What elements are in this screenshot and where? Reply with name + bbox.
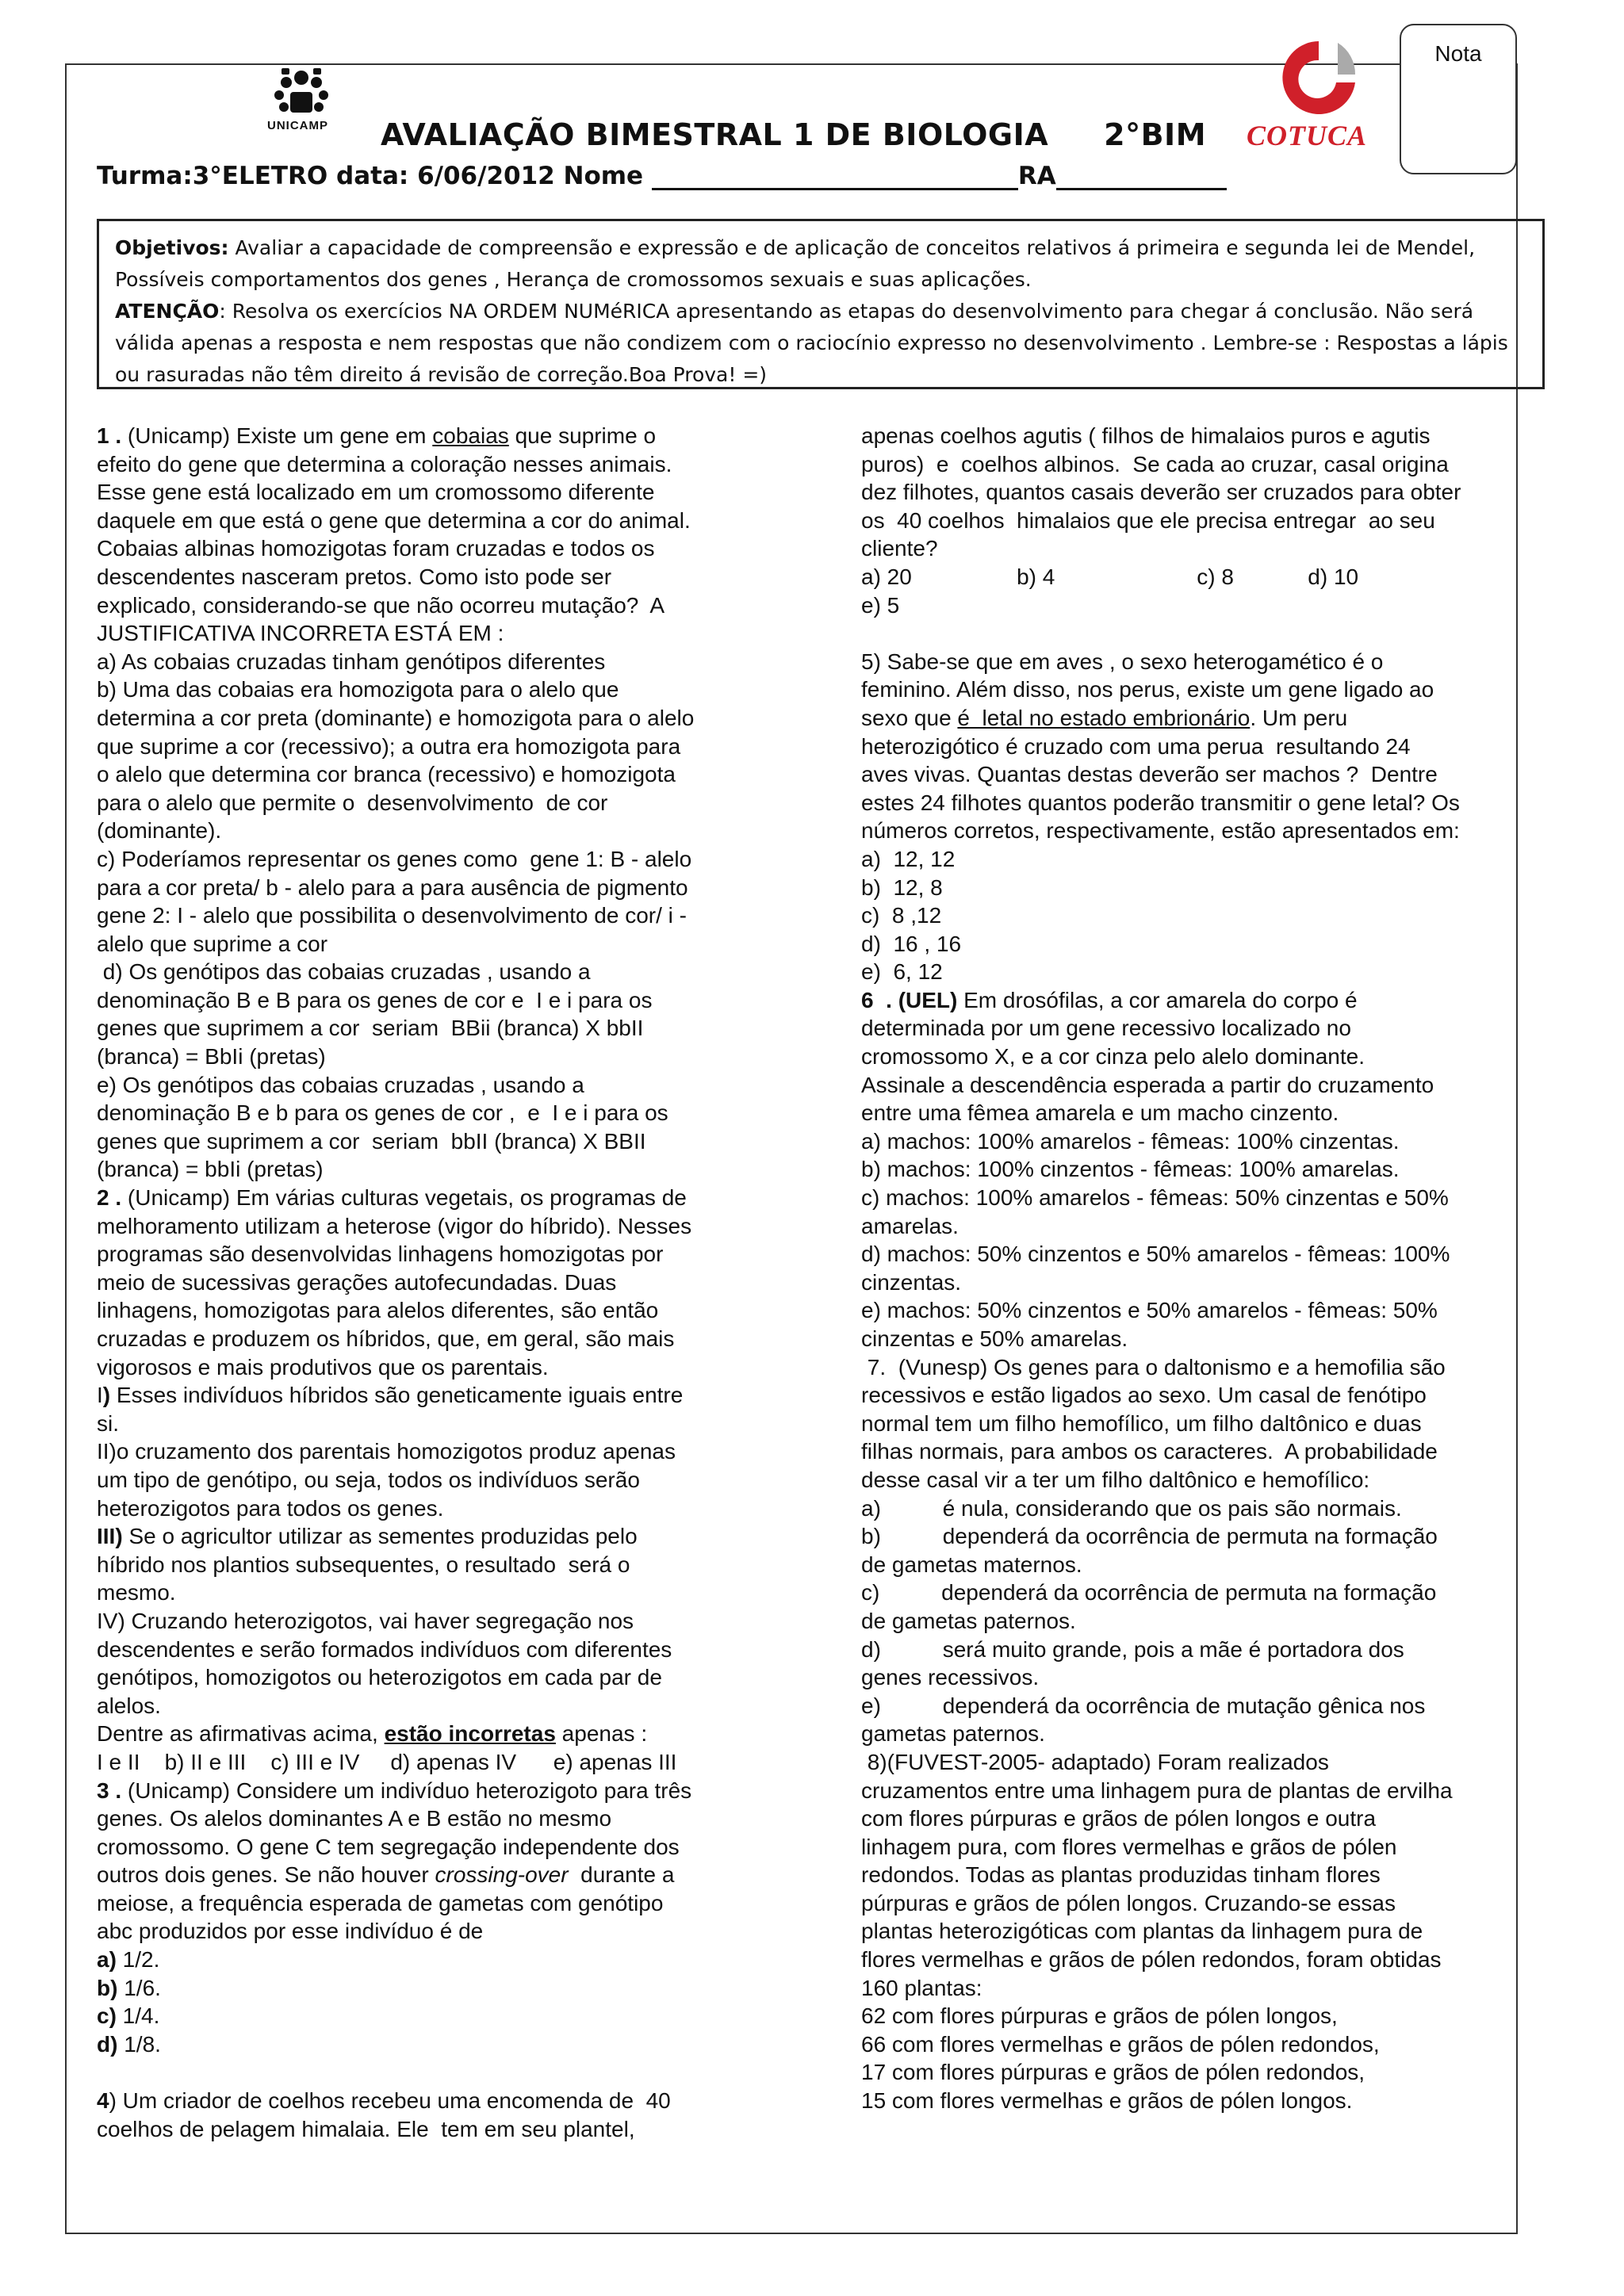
question-3-body-2	[97, 1889, 779, 1946]
text-line: descendentes e serão formados indivíduos com diferentes	[97, 1636, 672, 1662]
bimester-label: 2°BIM	[1104, 117, 1207, 152]
option-value: 1/2.	[116, 1947, 160, 1973]
answer-option	[97, 2002, 779, 2030]
question-number: 1 .	[97, 423, 122, 448]
text-line: mesmo.	[97, 1580, 176, 1605]
text-line: 160 plantas:	[861, 1975, 982, 2000]
grade-label: Nota	[1434, 41, 1482, 66]
text-line: feminino. Além disso, nos perus, existe um gene ligado ao	[861, 677, 1434, 702]
italic-term: crossing-over	[435, 1862, 569, 1888]
text-line: b) Uma das cobaias era homozigota para o alelo que	[97, 677, 619, 702]
text-line: gametas paternos.	[861, 1721, 1045, 1747]
text-line: recessivos e estão ligados ao sexo. Um casal de fenótipo	[861, 1383, 1427, 1408]
question-text: durante a	[568, 1862, 675, 1888]
text-line: b) dependerá da ocorrência de permuta na formação	[861, 1524, 1438, 1549]
text-line: determina a cor preta (dominante) e homozigota para o alelo	[97, 705, 695, 730]
text-line: c) machos: 100% amarelos - fêmeas: 50% cinzentas e 50%	[861, 1185, 1449, 1211]
question-2-body	[97, 1212, 779, 1382]
text-line: Esse gene está localizado em um cromossomo diferente	[97, 480, 655, 505]
class-date-name-label: Turma:3°ELETRO data: 6/06/2012 Nome	[97, 162, 644, 190]
question-1-body	[97, 450, 779, 1184]
text-line: genes que suprimem a cor seriam BBii (branca) X bbII	[97, 1016, 644, 1041]
text-line: linhagem pura, com flores vermelhas e grãos de pólen	[861, 1834, 1397, 1859]
text-line: b) machos: 100% cinzentos - fêmeas: 100% amarelas.	[861, 1157, 1400, 1182]
text-line: a) 12, 12	[861, 846, 956, 871]
text-line: cinzentas e 50% amarelas.	[861, 1326, 1128, 1351]
text-line: amarelas.	[861, 1213, 959, 1238]
ra-label: RA	[1017, 162, 1056, 190]
text-line: 5) Sabe-se que em aves , o sexo heterogamético é o	[861, 649, 1384, 674]
objectives-text-2: Possíveis comportamentos dos genes , Herança de cromossomos sexuais e suas aplicações.	[115, 268, 1032, 291]
text-line: b) 12, 8	[861, 874, 943, 900]
text-line: efeito do gene que determina a coloração nesses animais.	[97, 451, 672, 476]
ra-field[interactable]	[1056, 166, 1227, 190]
question-2-line	[97, 1184, 779, 1212]
text-line: 17 com flores púrpuras e grãos de pólen redondos,	[861, 2060, 1365, 2085]
text-line: linhagens, homozigotas para alelos diferentes, são então	[97, 1298, 659, 1323]
question-2-prompt	[97, 1720, 779, 1748]
text-line: abc produzidos por esse indivíduo é de	[97, 1919, 484, 1944]
option-letter: a)	[97, 1947, 117, 1973]
attention-text-3: ou rasuradas não têm direito á revisão de correção.Boa Prova! =)	[115, 363, 768, 386]
text-line: descendentes nasceram pretos. Como isto pode ser	[97, 564, 612, 589]
text-line: Assinale a descendência esperada a partir do cruzamento	[861, 1072, 1434, 1097]
exam-title: AVALIAÇÃO BIMESTRAL 1 DE BIOLOGIA	[381, 117, 1049, 152]
question-4-5-body	[861, 422, 1523, 704]
text-line: determinada por um gene recessivo localizado no	[861, 1016, 1351, 1041]
objectives-label: Objetivos:	[115, 236, 229, 259]
text-line: desse casal vir a ter um filho daltônico e hemofílico:	[861, 1467, 1370, 1492]
text-line: daquele em que está o gene que determina a cor do animal.	[97, 507, 691, 533]
text-line: 8)(FUVEST-2005- adaptado) Foram realizados	[861, 1749, 1329, 1774]
question-text: (Unicamp) Existe um gene em	[121, 423, 433, 448]
answer-option	[97, 2030, 779, 2059]
answer-option	[97, 1974, 779, 2003]
text-line: cruzadas e produzem os híbridos, que, em geral, são mais	[97, 1326, 675, 1351]
name-field[interactable]	[652, 166, 1018, 190]
text-line: que suprime a cor (recessivo); a outra era homozigota para	[97, 733, 681, 759]
question-3-body	[97, 1804, 779, 1861]
text-line: púrpuras e grãos de pólen longos. Cruzando-se essas	[861, 1890, 1396, 1915]
statement-ii-body	[97, 1410, 779, 1522]
text-line: (branca) = bbIi (pretas)	[97, 1157, 324, 1182]
text-line: entre uma fêmea amarela e um macho cinzento.	[861, 1100, 1339, 1126]
text-line: a) machos: 100% amarelos - fêmeas: 100% cinzentas.	[861, 1128, 1400, 1154]
prompt-text: apenas :	[555, 1721, 648, 1747]
text-line: cromossomo. O gene C tem segregação independente dos	[97, 1834, 680, 1859]
option-value: 1/6.	[117, 1975, 161, 2000]
text-line: de gametas maternos.	[861, 1552, 1082, 1577]
statement-numeral: )	[102, 1383, 111, 1408]
text-line: e) 5	[861, 592, 900, 618]
text-line: filhas normais, para ambos os caracteres. A probabilidade	[861, 1439, 1438, 1464]
statement-numeral: I	[97, 1383, 103, 1408]
question-text: que suprime o	[508, 423, 657, 448]
text-line: gene 2: I - alelo que possibilita o desenvolvimento de cor/ i -	[97, 903, 687, 928]
text-line: genes. Os alelos dominantes A e B estão no mesmo	[97, 1806, 612, 1831]
text-line: meiose, a frequência esperada de gametas com genótipo	[97, 1890, 664, 1915]
text-line: o alelo que determina cor branca (recessivo) e homozigota	[97, 762, 676, 787]
statement-text: Se o agricultor utilizar as sementes produzidas pelo	[122, 1524, 638, 1549]
text-line: (dominante).	[97, 818, 222, 844]
text-line: cruzamentos entre uma linhagem pura de plantas de ervilha	[861, 1777, 1453, 1803]
text-line: alelo que suprime a cor	[97, 931, 328, 956]
attention-text-2: válida apenas a resposta e nem respostas que não condizem com o raciocínio expresso no desenvolvimento . Lembre-se : Respostas a lápis	[115, 331, 1508, 354]
text-line: os 40 coelhos himalaios que ele precisa entregar ao seu	[861, 507, 1435, 533]
statement-numeral: III)	[97, 1524, 123, 1549]
question-number: 6 . (UEL)	[861, 987, 958, 1012]
text-line	[861, 619, 1523, 648]
question-number: 4	[97, 2088, 109, 2114]
text-line: híbrido nos plantios subsequentes, o resultado será o	[97, 1552, 630, 1577]
text-line: e) machos: 50% cinzentos e 50% amarelos - fêmeas: 50%	[861, 1298, 1438, 1323]
text-line: denominação B e b para os genes de cor , e I e i para os	[97, 1100, 668, 1126]
question-2-options: I e II b) II e III c) III e IV d) apenas IV e) apenas III	[97, 1749, 677, 1774]
question-4-line	[97, 2087, 779, 2115]
text-line: puros) e coelhos albinos. Se cada ao cruzar, casal origina	[861, 451, 1449, 476]
text-line: programas são desenvolvidas linhagens homozigotas por	[97, 1242, 664, 1267]
text-line: (branca) = BbIi (pretas)	[97, 1044, 326, 1070]
question-5-body	[861, 733, 1523, 986]
statement-i	[97, 1381, 779, 1410]
text-line: e) dependerá da ocorrência de mutação gênica nos	[861, 1693, 1426, 1718]
text-line: aves vivas. Quantas destas deverão ser machos ? Dentre	[861, 762, 1438, 787]
text-line: d) 16 , 16	[861, 931, 962, 956]
question-number: 3 .	[97, 1777, 122, 1803]
question-text: . Um peru	[1250, 705, 1348, 730]
text-line: 7. (Vunesp) Os genes para o daltonismo e a hemofilia são	[861, 1354, 1446, 1380]
unicamp-logo-text: UNICAMP	[267, 119, 328, 132]
text-line: normal tem um filho hemofílico, um filho daltônico e duas	[861, 1410, 1422, 1436]
answer-option	[97, 1946, 779, 1974]
objectives-text: Avaliar a capacidade de compreensão e expressão e de aplicação de conceitos relativos á primeira e segunda lei de Mendel,	[228, 236, 1476, 259]
text-line: d) será muito grande, pois a mãe é portadora dos	[861, 1636, 1404, 1662]
blank-line	[97, 2058, 779, 2087]
text-line: cromossomo X, e a cor cinza pelo alelo dominante.	[861, 1044, 1365, 1070]
text-line: flores vermelhas e grãos de pólen redondos, foram obtidas	[861, 1947, 1442, 1973]
option-letter: d)	[97, 2031, 118, 2057]
text-line: redondos. Todas as plantas produzidas tinham flores	[861, 1862, 1381, 1888]
question-text: (Unicamp) Considere um indivíduo heterozigoto para três	[121, 1777, 692, 1803]
page-title	[381, 117, 1206, 152]
question-6-8-body	[861, 1014, 1523, 2114]
prompt-text: Dentre as afirmativas acima,	[97, 1721, 385, 1747]
text-line: 66 com flores vermelhas e grãos de pólen redondos,	[861, 2031, 1380, 2057]
text-line: a) 20 b) 4 c) 8 d) 10	[861, 564, 1359, 589]
question-6-line	[861, 986, 1523, 1015]
text-line: vigorosos e mais produtivos que os parentais.	[97, 1354, 549, 1380]
question-1-line	[97, 422, 779, 450]
attention-label: ATENÇÃO	[115, 300, 220, 323]
question-3-line	[97, 1777, 779, 1805]
underlined-text: é letal no estado embrionário	[957, 705, 1251, 730]
text-line: e) 6, 12	[861, 959, 943, 985]
text-line: c) dependerá da ocorrência de permuta na formação	[861, 1580, 1437, 1605]
text-line: JUSTIFICATIVA INCORRETA ESTÁ EM :	[97, 621, 504, 646]
text-line: heterozigótico é cruzado com uma perua resultando 24	[861, 733, 1411, 759]
option-letter: b)	[97, 1975, 118, 2000]
question-5-lethal-line	[861, 704, 1523, 733]
student-info-line	[97, 162, 1227, 190]
text-line: dez filhotes, quantos casais deverão ser cruzados para obter	[861, 480, 1461, 505]
question-3-crossing-line	[97, 1861, 779, 1889]
question-text: sexo que	[861, 705, 958, 730]
text-line: genótipos, homozigotos ou heterozigotos em cada par de	[97, 1665, 662, 1690]
option-letter: c)	[97, 2003, 117, 2029]
cotuca-logo-text: COTUCA	[1247, 120, 1368, 151]
text-line: com flores púrpuras e grãos de pólen longos e outra	[861, 1806, 1377, 1831]
text-line: 15 com flores vermelhas e grãos de pólen longos.	[861, 2088, 1353, 2114]
text-line: alelos.	[97, 1693, 161, 1718]
text-line: II)o cruzamento dos parentais homozigotos produz apenas	[97, 1439, 676, 1464]
right-column	[861, 422, 1523, 2115]
question-4-line-2: coelhos de pelagem himalaia. Ele tem em seu plantel,	[97, 2116, 635, 2141]
text-line: genes que suprimem a cor seriam bbII (branca) X BBII	[97, 1128, 646, 1154]
text-line: 62 com flores púrpuras e grãos de pólen longos,	[861, 2003, 1338, 2029]
text-line: plantas heterozigóticas com plantas da linhagem pura de	[861, 1919, 1423, 1944]
objectives-box	[97, 219, 1545, 389]
text-line: e) Os genótipos das cobaias cruzadas , usando a	[97, 1072, 584, 1097]
text-line: explicado, considerando-se que não ocorreu mutação? A	[97, 592, 665, 618]
text-line: para o alelo que permite o desenvolvimento de cor	[97, 790, 608, 815]
text-line: de gametas paternos.	[861, 1608, 1076, 1633]
question-3-options	[97, 1946, 779, 2058]
text-line: Cobaias albinas homozigotas foram cruzadas e todos os	[97, 536, 655, 561]
statement-iv-body	[97, 1551, 779, 1720]
attention-text: : Resolva os exercícios NA ORDEM NUMéRICA apresentando as etapas do desenvolvimento para chegar á conclusão. Não será	[219, 300, 1474, 323]
text-line: um tipo de genótipo, ou seja, todos os indivíduos serão	[97, 1467, 640, 1492]
option-value: 1/8.	[117, 2031, 161, 2057]
text-line: apenas coelhos agutis ( filhos de himalaios puros e agutis	[861, 423, 1431, 448]
text-line: si.	[97, 1410, 119, 1436]
underlined-text: cobaias	[432, 423, 509, 448]
text-line: a) As cobaias cruzadas tinham genótipos diferentes	[97, 649, 606, 674]
question-number: 2 .	[97, 1185, 122, 1211]
text-line: a) é nula, considerando que os pais são normais.	[861, 1495, 1402, 1521]
emphasis-text: estão incorretas	[384, 1721, 556, 1747]
text-line: d) Os genótipos das cobaias cruzadas , usando a	[97, 959, 591, 985]
text-line: genes recessivos.	[861, 1665, 1040, 1690]
text-line: para a cor preta/ b - alelo para a para ausência de pigmento	[97, 874, 688, 900]
text-line: heterozigotos para todos os genes.	[97, 1495, 444, 1521]
question-text: Em drosófilas, a cor amarela do corpo é	[957, 987, 1358, 1012]
option-value: 1/4.	[116, 2003, 160, 2029]
text-line: c) 8 ,12	[861, 903, 942, 928]
text-line: estes 24 filhotes quantos poderão transmitir o gene letal? Os	[861, 790, 1460, 815]
question-text: ) Um criador de coelhos recebeu uma encomenda de 40	[109, 2088, 671, 2114]
text-line: cinzentas.	[861, 1269, 962, 1295]
text-line: melhoramento utilizam a heterose (vigor do híbrido). Nesses	[97, 1213, 692, 1238]
statement-iii	[97, 1522, 779, 1551]
text-line: denominação B e B para os genes de cor e I e i para os	[97, 987, 653, 1012]
grade-box	[1400, 24, 1517, 174]
question-text: outros dois genes. Se não houver	[97, 1862, 435, 1888]
text-line: meio de sucessivas gerações autofecundadas. Duas	[97, 1269, 617, 1295]
text-line: cliente?	[861, 536, 938, 561]
text-line: c) Poderíamos representar os genes como gene 1: B - alelo	[97, 846, 692, 871]
statement-text: Esses indivíduos híbridos são geneticamente iguais entre	[110, 1383, 684, 1408]
text-line: d) machos: 50% cinzentos e 50% amarelos - fêmeas: 100%	[861, 1242, 1450, 1267]
question-text: (Unicamp) Em várias culturas vegetais, os programas de	[121, 1185, 687, 1211]
text-line: números corretos, respectivamente, estão apresentados em:	[861, 818, 1460, 844]
text-line: IV) Cruzando heterozigotos, vai haver segregação nos	[97, 1608, 634, 1633]
left-column	[97, 422, 779, 2143]
